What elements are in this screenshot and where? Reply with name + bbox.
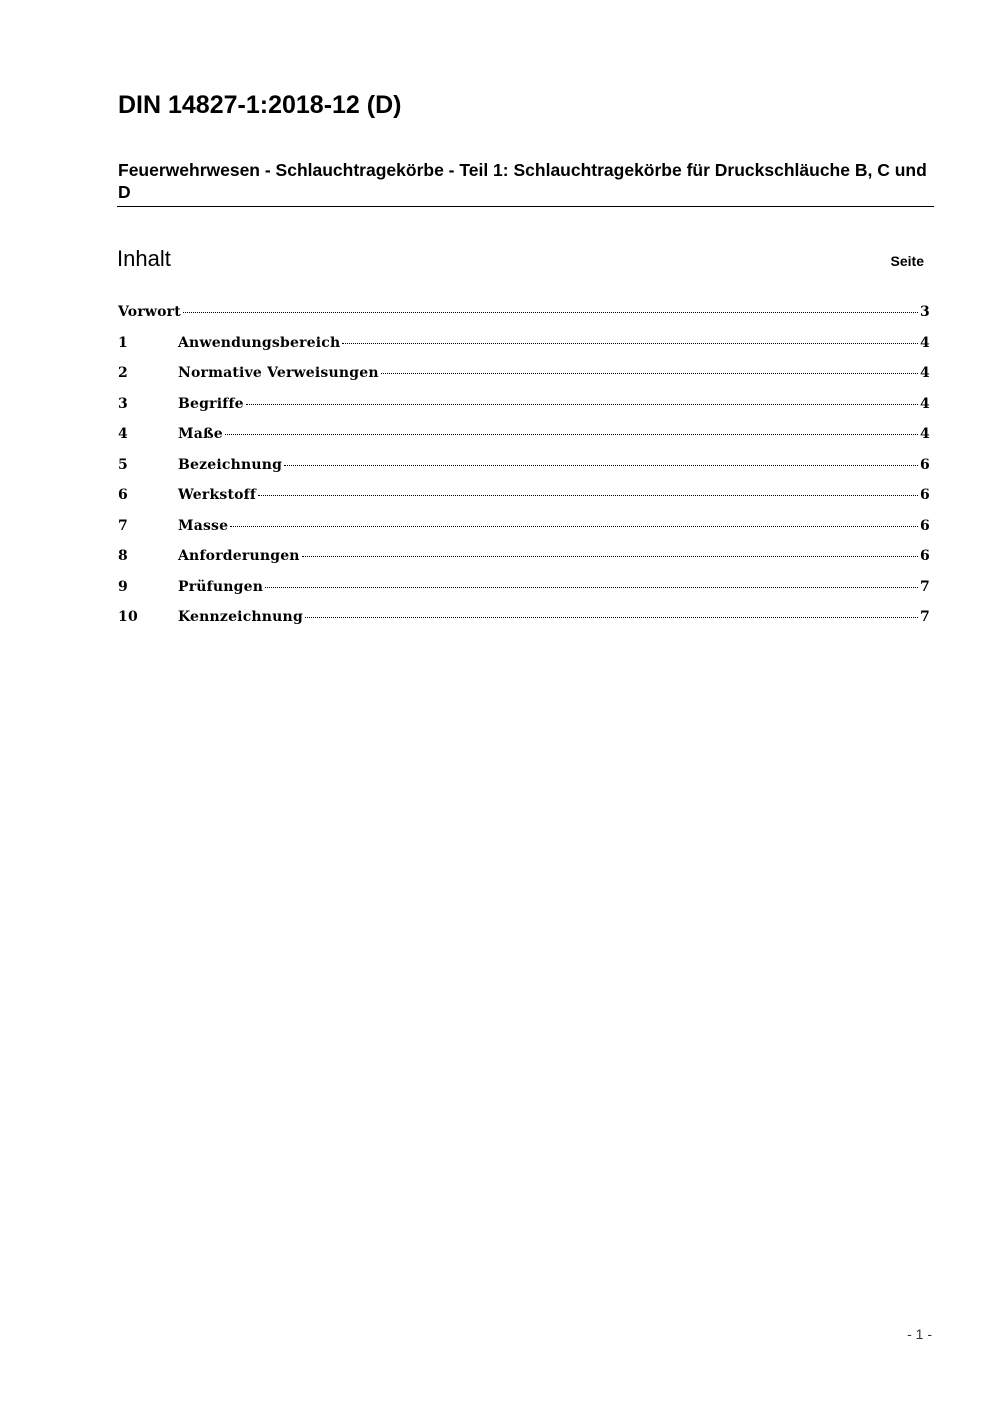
- toc-entry-label: Anforderungen: [178, 548, 300, 564]
- toc-entry-vorwort[interactable]: [118, 301, 930, 332]
- toc-entry-page: 6: [920, 456, 930, 473]
- toc-entry-normative-verweisungen[interactable]: [118, 362, 930, 393]
- toc-entry-number: 6: [118, 487, 128, 503]
- toc-entry-number: 4: [118, 426, 128, 442]
- toc-entry-page: 6: [920, 517, 930, 534]
- page-number: - 1 -: [907, 1326, 932, 1342]
- toc-entry-begriffe[interactable]: [118, 393, 930, 424]
- toc-entry-number: 10: [118, 609, 138, 625]
- toc-entry-label: Masse: [178, 517, 229, 534]
- toc-entry-page: 4: [920, 426, 930, 442]
- toc-leader-dots: [183, 312, 918, 313]
- document-title: Feuerwehrwesen - Schlauchtragekörbe - Teil 1: Schlauchtragekörbe für Druckschläuche B, C und D: [118, 160, 927, 202]
- toc-entry-pruefungen[interactable]: [118, 576, 930, 607]
- toc-entry-label: Vorwort: [118, 304, 181, 320]
- toc-entry-number: 1: [118, 334, 128, 351]
- toc-entry-page: 7: [920, 578, 930, 595]
- toc-page-column-label: Seite: [890, 253, 924, 269]
- table-of-contents: [118, 301, 930, 637]
- toc-entry-anwendungsbereich[interactable]: [118, 332, 930, 363]
- toc-leader-dots: [230, 526, 918, 527]
- toc-entry-kennzeichnung[interactable]: [118, 606, 930, 637]
- toc-entry-label: Normative Verweisungen: [178, 365, 379, 381]
- toc-leader-dots: [246, 404, 918, 405]
- toc-entry-page: 4: [920, 395, 930, 412]
- toc-entry-page: 3: [920, 304, 930, 320]
- toc-entry-page: 6: [920, 487, 930, 503]
- toc-entry-label: Anwendungsbereich: [178, 334, 341, 351]
- toc-entry-werkstoff[interactable]: [118, 484, 930, 515]
- toc-entry-page: 6: [920, 548, 930, 564]
- toc-leader-dots: [284, 465, 918, 466]
- toc-entry-page: 4: [920, 365, 930, 381]
- toc-leader-dots: [258, 495, 918, 496]
- toc-entry-label: Kennzeichnung: [178, 609, 303, 625]
- toc-entry-label: Maße: [178, 426, 223, 442]
- toc-entry-bezeichnung[interactable]: [118, 454, 930, 485]
- toc-leader-dots: [302, 556, 918, 557]
- toc-entry-label: Werkstoff: [178, 487, 257, 503]
- toc-heading: Inhalt: [117, 246, 171, 271]
- toc-leader-dots: [225, 434, 918, 435]
- toc-entry-number: 2: [118, 365, 128, 381]
- toc-entry-anforderungen[interactable]: [118, 545, 930, 576]
- toc-entry-page: 7: [920, 609, 930, 625]
- document-identifier: DIN 14827-1:2018-12 (D): [118, 91, 402, 119]
- toc-entry-number: 9: [118, 578, 128, 595]
- toc-entry-label: Bezeichnung: [178, 456, 283, 473]
- toc-leader-dots: [381, 373, 918, 374]
- toc-entry-masse-dimensions[interactable]: [118, 423, 930, 454]
- toc-entry-number: 7: [118, 517, 128, 534]
- toc-entry-page: 4: [920, 334, 930, 351]
- toc-leader-dots: [265, 587, 918, 588]
- toc-entry-number: 8: [118, 548, 128, 564]
- toc-entry-number: 3: [118, 395, 128, 412]
- toc-leader-dots: [305, 617, 918, 618]
- toc-entry-label: Begriffe: [178, 395, 244, 412]
- toc-leader-dots: [342, 343, 918, 344]
- toc-entry-masse-mass[interactable]: [118, 515, 930, 546]
- toc-entry-number: 5: [118, 456, 128, 473]
- title-divider: [117, 206, 934, 207]
- toc-entry-label: Prüfungen: [178, 578, 264, 595]
